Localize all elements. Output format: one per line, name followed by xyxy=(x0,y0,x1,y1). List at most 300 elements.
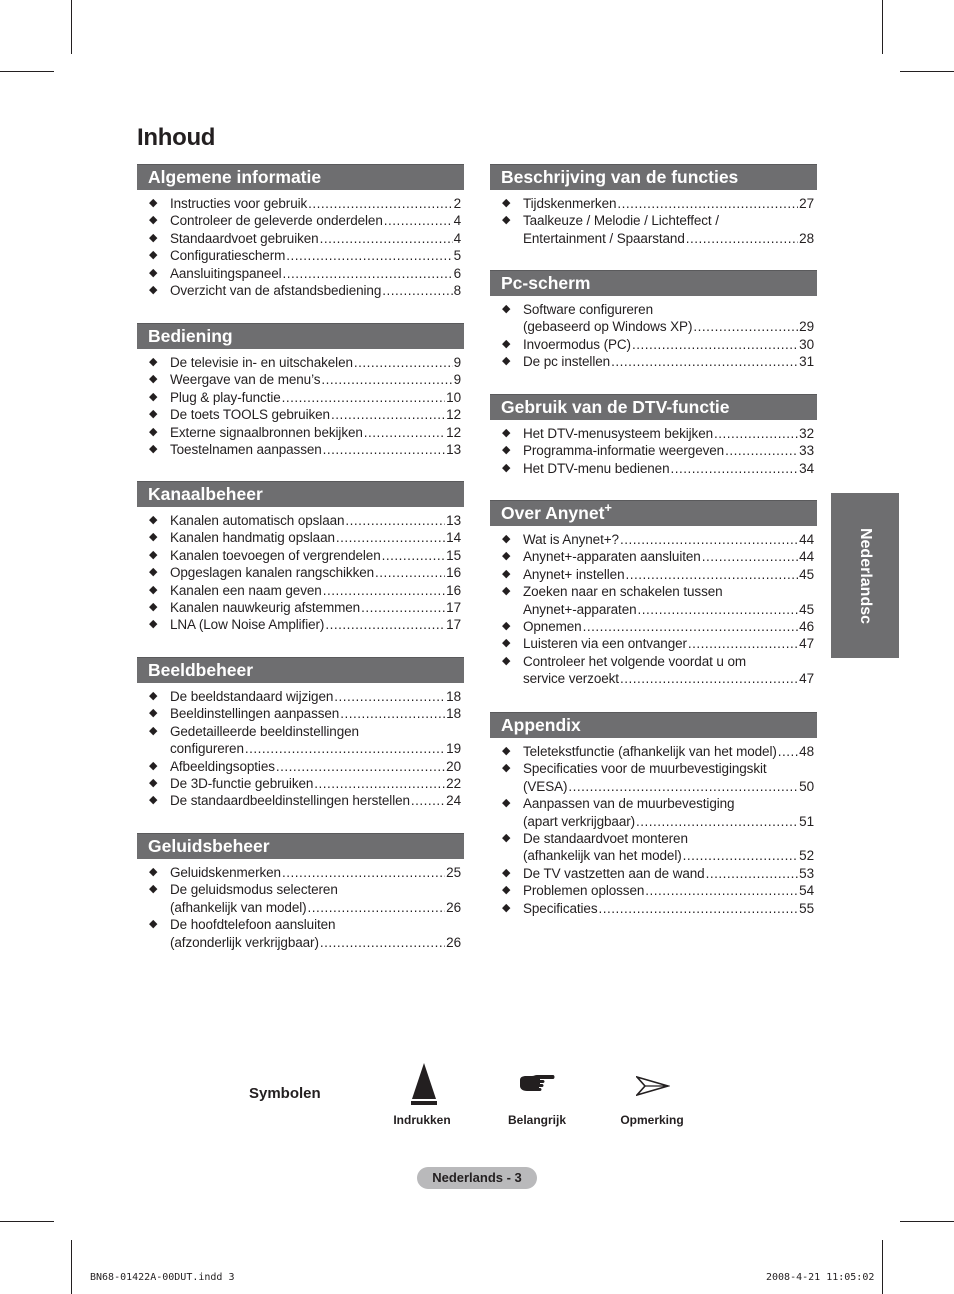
toc-entry-label: Geluidskenmerken xyxy=(170,865,281,880)
crop-mark xyxy=(71,1240,72,1294)
toc-entry-page-number: 22 xyxy=(446,776,461,792)
diamond-bullet-icon: ◆ xyxy=(502,461,511,474)
dot-leader xyxy=(354,354,453,371)
dot-leader xyxy=(375,564,445,581)
toc-entry-page-number: 16 xyxy=(446,565,461,581)
dot-leader xyxy=(583,618,799,635)
diamond-bullet-icon: ◆ xyxy=(149,214,158,227)
toc-entry-page-number: 28 xyxy=(799,230,814,246)
toc-entry-label-line1: De standaardvoet monteren xyxy=(523,831,688,847)
dot-leader xyxy=(345,512,445,529)
toc-entry[interactable] xyxy=(490,618,817,635)
crop-mark xyxy=(882,1240,883,1294)
toc-entry-page-number: 52 xyxy=(799,848,814,864)
toc-entry[interactable] xyxy=(137,916,464,951)
dot-leader xyxy=(382,547,446,564)
diamond-bullet-icon: ◆ xyxy=(502,337,511,350)
dot-leader xyxy=(314,775,445,792)
toc-entry[interactable] xyxy=(490,635,817,652)
toc-entry-label: Kanalen automatisch opslaan xyxy=(170,513,345,528)
dot-leader xyxy=(714,425,798,442)
toc-entry-label: Programma-informatie weergeven xyxy=(523,443,725,459)
toc-entry[interactable] xyxy=(137,881,464,916)
diamond-bullet-icon: ◆ xyxy=(149,601,158,614)
toc-section xyxy=(490,712,817,917)
toc-entry-page-number: 12 xyxy=(446,424,461,440)
section-header xyxy=(137,481,464,507)
section-header xyxy=(137,323,464,349)
toc-entry[interactable] xyxy=(137,688,464,705)
diamond-bullet-icon: ◆ xyxy=(149,566,158,579)
diamond-bullet-icon: ◆ xyxy=(149,531,158,544)
toc-entry-label-line1: Aanpassen van de muurbevestiging xyxy=(523,796,735,812)
toc-section xyxy=(490,164,817,247)
toc-entry-label: Wat is Anynet+? xyxy=(523,532,619,547)
symbols-label: Symbolen xyxy=(249,1085,321,1102)
toc-entry-label: De standaardbeeldinstellingen herstellen xyxy=(170,793,410,809)
dot-leader xyxy=(778,743,798,760)
toc-entry-page-number: 20 xyxy=(446,758,461,774)
section-title-superscript: + xyxy=(604,500,613,516)
toc-section xyxy=(137,833,464,951)
diamond-bullet-icon: ◆ xyxy=(149,690,158,702)
diamond-bullet-icon: ◆ xyxy=(502,533,511,545)
toc-entry-page-number: 29 xyxy=(799,319,814,335)
toc-entry[interactable] xyxy=(137,247,464,264)
section-title: Appendix xyxy=(501,715,581,735)
diamond-bullet-icon: ◆ xyxy=(502,884,511,897)
diamond-bullet-icon: ◆ xyxy=(502,901,511,914)
toc-entry-label-line1: De geluidsmodus selecteren xyxy=(170,882,338,898)
toc-entry-page-number: 9 xyxy=(453,372,461,388)
diamond-bullet-icon: ◆ xyxy=(149,794,158,807)
section-header xyxy=(490,500,817,526)
toc-entry[interactable] xyxy=(490,583,817,618)
toc-entry-label: (afhankelijk van het model) xyxy=(523,848,682,864)
diamond-bullet-icon: ◆ xyxy=(502,550,511,563)
toc-entry-page-number: 10 xyxy=(446,389,461,405)
toc-entry-label: (apart verkrijgbaar) xyxy=(523,813,636,829)
toc-entry[interactable] xyxy=(490,900,817,917)
toc-entry[interactable] xyxy=(137,616,464,633)
diamond-bullet-icon: ◆ xyxy=(149,583,158,596)
crop-mark xyxy=(900,1221,954,1222)
toc-section xyxy=(137,481,464,634)
dot-leader xyxy=(320,230,453,247)
toc-entry[interactable] xyxy=(137,195,464,212)
dot-leader xyxy=(364,424,445,441)
diamond-bullet-icon: ◆ xyxy=(149,425,158,438)
toc-entry[interactable] xyxy=(137,599,464,616)
toc-entry-page-number: 9 xyxy=(453,355,461,370)
toc-entry-label: Externe signaalbronnen bekijken xyxy=(170,424,363,440)
diamond-bullet-icon: ◆ xyxy=(149,514,158,526)
section-header xyxy=(490,164,817,190)
toc-entry[interactable] xyxy=(490,212,817,247)
diamond-bullet-icon: ◆ xyxy=(502,620,511,633)
toc-entry-page-number: 16 xyxy=(446,582,461,598)
toc-entry-page-number: 18 xyxy=(446,689,461,704)
toc-entry[interactable] xyxy=(137,547,464,564)
toc-entry-label: De pc instellen xyxy=(523,354,611,370)
toc-entry[interactable] xyxy=(137,389,464,406)
toc-entry-page-number: 4 xyxy=(453,213,461,229)
toc-entry-label: Controleer de geleverde onderdelen xyxy=(170,213,383,229)
toc-entry-page-number: 12 xyxy=(446,407,461,423)
toc-entry-label: (afhankelijk van model) xyxy=(170,899,307,915)
dot-leader xyxy=(638,601,799,618)
diamond-bullet-icon: ◆ xyxy=(149,918,158,931)
crop-mark xyxy=(71,0,72,54)
dot-leader xyxy=(599,900,799,917)
toc-entry-page-number: 2 xyxy=(453,196,461,211)
dot-leader xyxy=(688,635,798,652)
toc-entry-page-number: 18 xyxy=(446,706,461,722)
diamond-bullet-icon: ◆ xyxy=(502,762,511,775)
dot-leader xyxy=(245,740,445,757)
toc-section xyxy=(490,394,817,477)
section-header xyxy=(490,712,817,738)
toc-entry[interactable] xyxy=(490,353,817,370)
toc-entry-label: Instructies voor gebruik xyxy=(170,196,308,211)
toc-entry-page-number: 26 xyxy=(446,934,461,950)
diamond-bullet-icon: ◆ xyxy=(502,214,511,227)
diamond-bullet-icon: ◆ xyxy=(502,745,511,757)
toc-entry-page-number: 14 xyxy=(446,530,461,546)
toc-entry-page-number: 17 xyxy=(446,617,461,633)
diamond-bullet-icon: ◆ xyxy=(502,654,511,667)
crop-mark xyxy=(900,71,954,72)
toc-entry-page-number: 46 xyxy=(799,619,814,635)
dot-leader xyxy=(282,864,445,881)
dot-leader xyxy=(636,813,798,830)
section-title: Geluidsbeheer xyxy=(148,836,270,856)
file-slug: BN68-01422A-00DUT.indd 3 xyxy=(90,1272,235,1283)
toc-entry[interactable] xyxy=(490,865,817,882)
toc-entry-page-number: 24 xyxy=(446,793,461,809)
section-title: Algemene informatie xyxy=(148,167,322,187)
diamond-bullet-icon: ◆ xyxy=(149,443,158,456)
toc-entry-page-number: 30 xyxy=(799,336,814,352)
diamond-bullet-icon: ◆ xyxy=(149,390,158,403)
toc-entry-label: (VESA) xyxy=(523,778,568,794)
toc-entry-label: Weergave van de menu’s xyxy=(170,372,321,388)
toc-entry[interactable] xyxy=(137,775,464,792)
dot-leader xyxy=(323,441,446,458)
symbol-press xyxy=(409,1061,439,1110)
toc-entry-page-number: 27 xyxy=(799,196,814,211)
dot-leader xyxy=(693,318,798,335)
dot-leader xyxy=(382,282,452,299)
side-tab-label: Nederlandsc xyxy=(857,527,874,624)
toc-entry[interactable] xyxy=(490,566,817,583)
toc-entry[interactable] xyxy=(490,653,817,688)
toc-entry-label: Opgeslagen kanalen rangschikken xyxy=(170,565,375,581)
toc-entry-page-number: 13 xyxy=(446,513,461,528)
toc-entry[interactable] xyxy=(137,564,464,581)
toc-entry[interactable] xyxy=(490,760,817,795)
language-side-tab xyxy=(831,493,899,658)
toc-entry[interactable] xyxy=(137,582,464,599)
toc-entry[interactable] xyxy=(137,705,464,722)
diamond-bullet-icon: ◆ xyxy=(502,832,511,845)
diamond-bullet-icon: ◆ xyxy=(149,266,158,279)
toc-entry-page-number: 19 xyxy=(446,741,461,757)
toc-entry-label: De televisie in- en uitschakelen xyxy=(170,355,353,370)
toc-entry-label: Teletekstfunctie (afhankelijk van het model) xyxy=(523,744,777,759)
toc-entry[interactable] xyxy=(490,548,817,565)
toc-entry-label: Anynet+ instellen xyxy=(523,566,625,582)
dot-leader xyxy=(411,792,445,809)
arrow-note-icon xyxy=(636,1076,670,1096)
diamond-bullet-icon: ◆ xyxy=(149,548,158,561)
toc-entry-page-number: 44 xyxy=(799,532,814,547)
section-header xyxy=(490,394,817,420)
toc-entry-page-number: 5 xyxy=(453,248,461,264)
diamond-bullet-icon: ◆ xyxy=(502,585,511,598)
toc-entry[interactable] xyxy=(137,792,464,809)
dot-leader xyxy=(620,531,798,548)
diamond-bullet-icon: ◆ xyxy=(502,444,511,457)
dot-leader xyxy=(321,371,452,388)
dot-leader xyxy=(620,670,798,687)
dot-leader xyxy=(361,599,445,616)
toc-entry-label: Beeldinstellingen aanpassen xyxy=(170,706,340,722)
dot-leader xyxy=(308,899,446,916)
toc-entry-label: service verzoekt xyxy=(523,671,619,687)
toc-entry-label: Kanalen toevoegen of vergrendelen xyxy=(170,547,381,563)
dot-leader xyxy=(702,548,798,565)
section-header xyxy=(137,164,464,190)
toc-entry-label: De 3D-functie gebruiken xyxy=(170,776,314,792)
diamond-bullet-icon: ◆ xyxy=(149,724,158,737)
section-header xyxy=(490,270,817,296)
toc-entry-label: (afzonderlijk verkrijgbaar) xyxy=(170,934,319,950)
diamond-bullet-icon: ◆ xyxy=(149,197,158,209)
toc-entry-label: Invoermodus (PC) xyxy=(523,336,631,352)
crop-mark xyxy=(0,1221,54,1222)
toc-entry-label: Luisteren via een ontvanger xyxy=(523,636,687,652)
dot-leader xyxy=(706,865,799,882)
diamond-bullet-icon: ◆ xyxy=(502,797,511,810)
toc-entry-page-number: 48 xyxy=(799,744,814,759)
dot-leader xyxy=(334,688,445,705)
diamond-bullet-icon: ◆ xyxy=(149,408,158,421)
dot-leader xyxy=(611,353,798,370)
diamond-bullet-icon: ◆ xyxy=(502,355,511,368)
dot-leader xyxy=(276,758,445,775)
toc-entry[interactable] xyxy=(490,301,817,336)
toc-entry-page-number: 55 xyxy=(799,900,814,916)
toc-entry[interactable] xyxy=(137,354,464,371)
toc-entry[interactable] xyxy=(137,212,464,229)
toc-entry[interactable] xyxy=(137,529,464,546)
dot-leader xyxy=(340,705,445,722)
toc-entry-label: Overzicht van de afstandsbediening xyxy=(170,283,382,299)
dot-leader xyxy=(645,882,798,899)
toc-entry-label-line1: Gedetailleerde beeldinstellingen xyxy=(170,723,359,739)
toc-entry-page-number: 25 xyxy=(446,865,461,880)
page-number-badge: Nederlands - 3 xyxy=(417,1167,537,1189)
toc-entry-page-number: 13 xyxy=(446,442,461,458)
toc-entry[interactable] xyxy=(137,723,464,758)
toc-section xyxy=(490,500,817,688)
toc-entry[interactable] xyxy=(137,282,464,299)
toc-entry[interactable] xyxy=(137,424,464,441)
diamond-bullet-icon: ◆ xyxy=(149,866,158,878)
section-header xyxy=(137,833,464,859)
diamond-bullet-icon: ◆ xyxy=(502,866,511,879)
pointing-hand-icon xyxy=(518,1072,556,1096)
section-title: Pc-scherm xyxy=(501,273,591,293)
diamond-bullet-icon: ◆ xyxy=(502,637,511,650)
dot-leader xyxy=(683,847,799,864)
dot-leader xyxy=(320,934,445,951)
toc-entry[interactable] xyxy=(137,758,464,775)
toc-entry-page-number: 6 xyxy=(453,265,461,281)
dot-leader xyxy=(331,406,445,423)
diamond-bullet-icon: ◆ xyxy=(149,356,158,368)
diamond-bullet-icon: ◆ xyxy=(149,373,158,386)
toc-entry-page-number: 32 xyxy=(799,426,814,441)
toc-entry-page-number: 33 xyxy=(799,443,814,459)
dot-leader xyxy=(617,195,798,212)
toc-entry-label: Het DTV-menusysteem bekijken xyxy=(523,426,714,441)
dot-leader xyxy=(283,265,453,282)
toc-entry-label: Entertainment / Spaarstand xyxy=(523,230,685,246)
toc-entry[interactable] xyxy=(490,425,817,442)
diamond-bullet-icon: ◆ xyxy=(502,303,511,315)
toc-entry-label: Toestelnamen aanpassen xyxy=(170,442,322,458)
toc-entry-label: Specificaties xyxy=(523,900,598,916)
toc-entry-page-number: 53 xyxy=(799,865,814,881)
toc-entry-page-number: 17 xyxy=(446,600,461,616)
toc-entry-page-number: 51 xyxy=(799,813,814,829)
diamond-bullet-icon: ◆ xyxy=(149,759,158,772)
toc-entry-label: (gebaseerd op Windows XP) xyxy=(523,319,693,335)
symbol-caption: Belangrijk xyxy=(507,1113,567,1127)
toc-entry-page-number: 26 xyxy=(446,899,461,915)
toc-entry[interactable] xyxy=(490,830,817,865)
dot-leader xyxy=(282,389,446,406)
toc-section xyxy=(490,270,817,371)
dot-leader xyxy=(626,566,799,583)
dot-leader xyxy=(286,247,452,264)
toc-entry-label-line1: Software configureren xyxy=(523,302,653,317)
page-title: Inhoud xyxy=(137,124,216,151)
toc-entry[interactable] xyxy=(137,230,464,247)
toc-entry[interactable] xyxy=(137,441,464,458)
symbol-note xyxy=(636,1076,670,1099)
toc-entry[interactable] xyxy=(137,371,464,388)
toc-entry-page-number: 45 xyxy=(799,601,814,617)
toc-entry-page-number: 44 xyxy=(799,549,814,565)
diamond-bullet-icon: ◆ xyxy=(149,284,158,297)
toc-entry-page-number: 34 xyxy=(799,460,814,476)
press-icon xyxy=(409,1061,439,1107)
toc-entry[interactable] xyxy=(490,882,817,899)
symbol-caption: Indrukken xyxy=(393,1113,451,1127)
diamond-bullet-icon: ◆ xyxy=(149,231,158,244)
toc-entry-label: Kanalen nauwkeurig afstemmen xyxy=(170,600,361,616)
toc-entry[interactable] xyxy=(490,195,817,212)
toc-entry-label: De toets TOOLS gebruiken xyxy=(170,407,330,423)
toc-entry-page-number: 8 xyxy=(453,283,461,299)
toc-entry-label: Afbeeldingsopties xyxy=(170,758,275,774)
toc-entry[interactable] xyxy=(137,265,464,282)
toc-entry[interactable] xyxy=(137,864,464,881)
symbol-caption: Opmerking xyxy=(620,1113,684,1127)
toc-entry-page-number: 54 xyxy=(799,883,814,899)
section-title: Beeldbeheer xyxy=(148,660,254,680)
toc-entry-label-line1: Specificaties voor de muurbevestigingskit xyxy=(523,761,767,777)
diamond-bullet-icon: ◆ xyxy=(502,197,511,209)
toc-entry[interactable] xyxy=(137,406,464,423)
toc-entry-label: LNA (Low Noise Amplifier) xyxy=(170,617,325,633)
toc-entry-label-line1: De hoofdtelefoon aansluiten xyxy=(170,917,336,933)
dot-leader xyxy=(568,778,798,795)
diamond-bullet-icon: ◆ xyxy=(502,567,511,580)
toc-entry-label: De beeldstandaard wijzigen xyxy=(170,689,334,704)
toc-entry-label: Standaardvoet gebruiken xyxy=(170,230,319,246)
dot-leader xyxy=(308,195,452,212)
toc-entry-page-number: 47 xyxy=(799,671,814,687)
dot-leader xyxy=(323,582,445,599)
section-header xyxy=(137,657,464,683)
toc-entry-page-number: 50 xyxy=(799,778,814,794)
dot-leader xyxy=(325,616,445,633)
toc-entry[interactable] xyxy=(490,442,817,459)
section-title: Bediening xyxy=(148,326,233,346)
toc-entry-label: Plug & play-functie xyxy=(170,389,281,405)
section-title: Gebruik van de DTV-functie xyxy=(501,397,730,417)
dot-leader xyxy=(671,460,799,477)
crop-mark xyxy=(0,71,54,72)
toc-entry-page-number: 15 xyxy=(446,547,461,563)
dot-leader xyxy=(336,529,445,546)
diamond-bullet-icon: ◆ xyxy=(149,618,158,631)
toc-entry-label-line1: Zoeken naar en schakelen tussen xyxy=(523,584,723,600)
symbol-important xyxy=(518,1072,556,1099)
toc-entry[interactable] xyxy=(490,531,817,548)
diamond-bullet-icon: ◆ xyxy=(149,249,158,262)
toc-entry[interactable] xyxy=(490,336,817,353)
toc-entry-page-number: 45 xyxy=(799,566,814,582)
toc-entry-label: configureren xyxy=(170,741,244,757)
toc-entry-label: Problemen oplossen xyxy=(523,883,645,899)
toc-entry[interactable] xyxy=(490,460,817,477)
toc-entry-label: Anynet+-apparaten xyxy=(523,601,637,617)
toc-entry-page-number: 47 xyxy=(799,636,814,652)
toc-entry[interactable] xyxy=(137,512,464,529)
toc-entry[interactable] xyxy=(490,795,817,830)
toc-entry-label-line1: Taalkeuze / Melodie / Lichteffect / xyxy=(523,213,719,229)
section-title: Beschrijving van de functies xyxy=(501,167,739,187)
dot-leader xyxy=(725,442,798,459)
diamond-bullet-icon: ◆ xyxy=(149,777,158,790)
toc-entry[interactable] xyxy=(490,743,817,760)
toc-entry-label: Anynet+-apparaten aansluiten xyxy=(523,549,701,565)
toc-section xyxy=(137,657,464,810)
toc-entry-label: Kanalen een naam geven xyxy=(170,582,322,598)
crop-mark xyxy=(882,0,883,54)
section-title: Kanaalbeheer xyxy=(148,484,263,504)
toc-entry-page-number: 31 xyxy=(799,354,814,370)
toc-entry-label: Het DTV-menu bedienen xyxy=(523,460,670,476)
toc-section xyxy=(137,164,464,299)
dot-leader xyxy=(686,230,798,247)
toc-entry-label: Aansluitingspaneel xyxy=(170,265,282,281)
